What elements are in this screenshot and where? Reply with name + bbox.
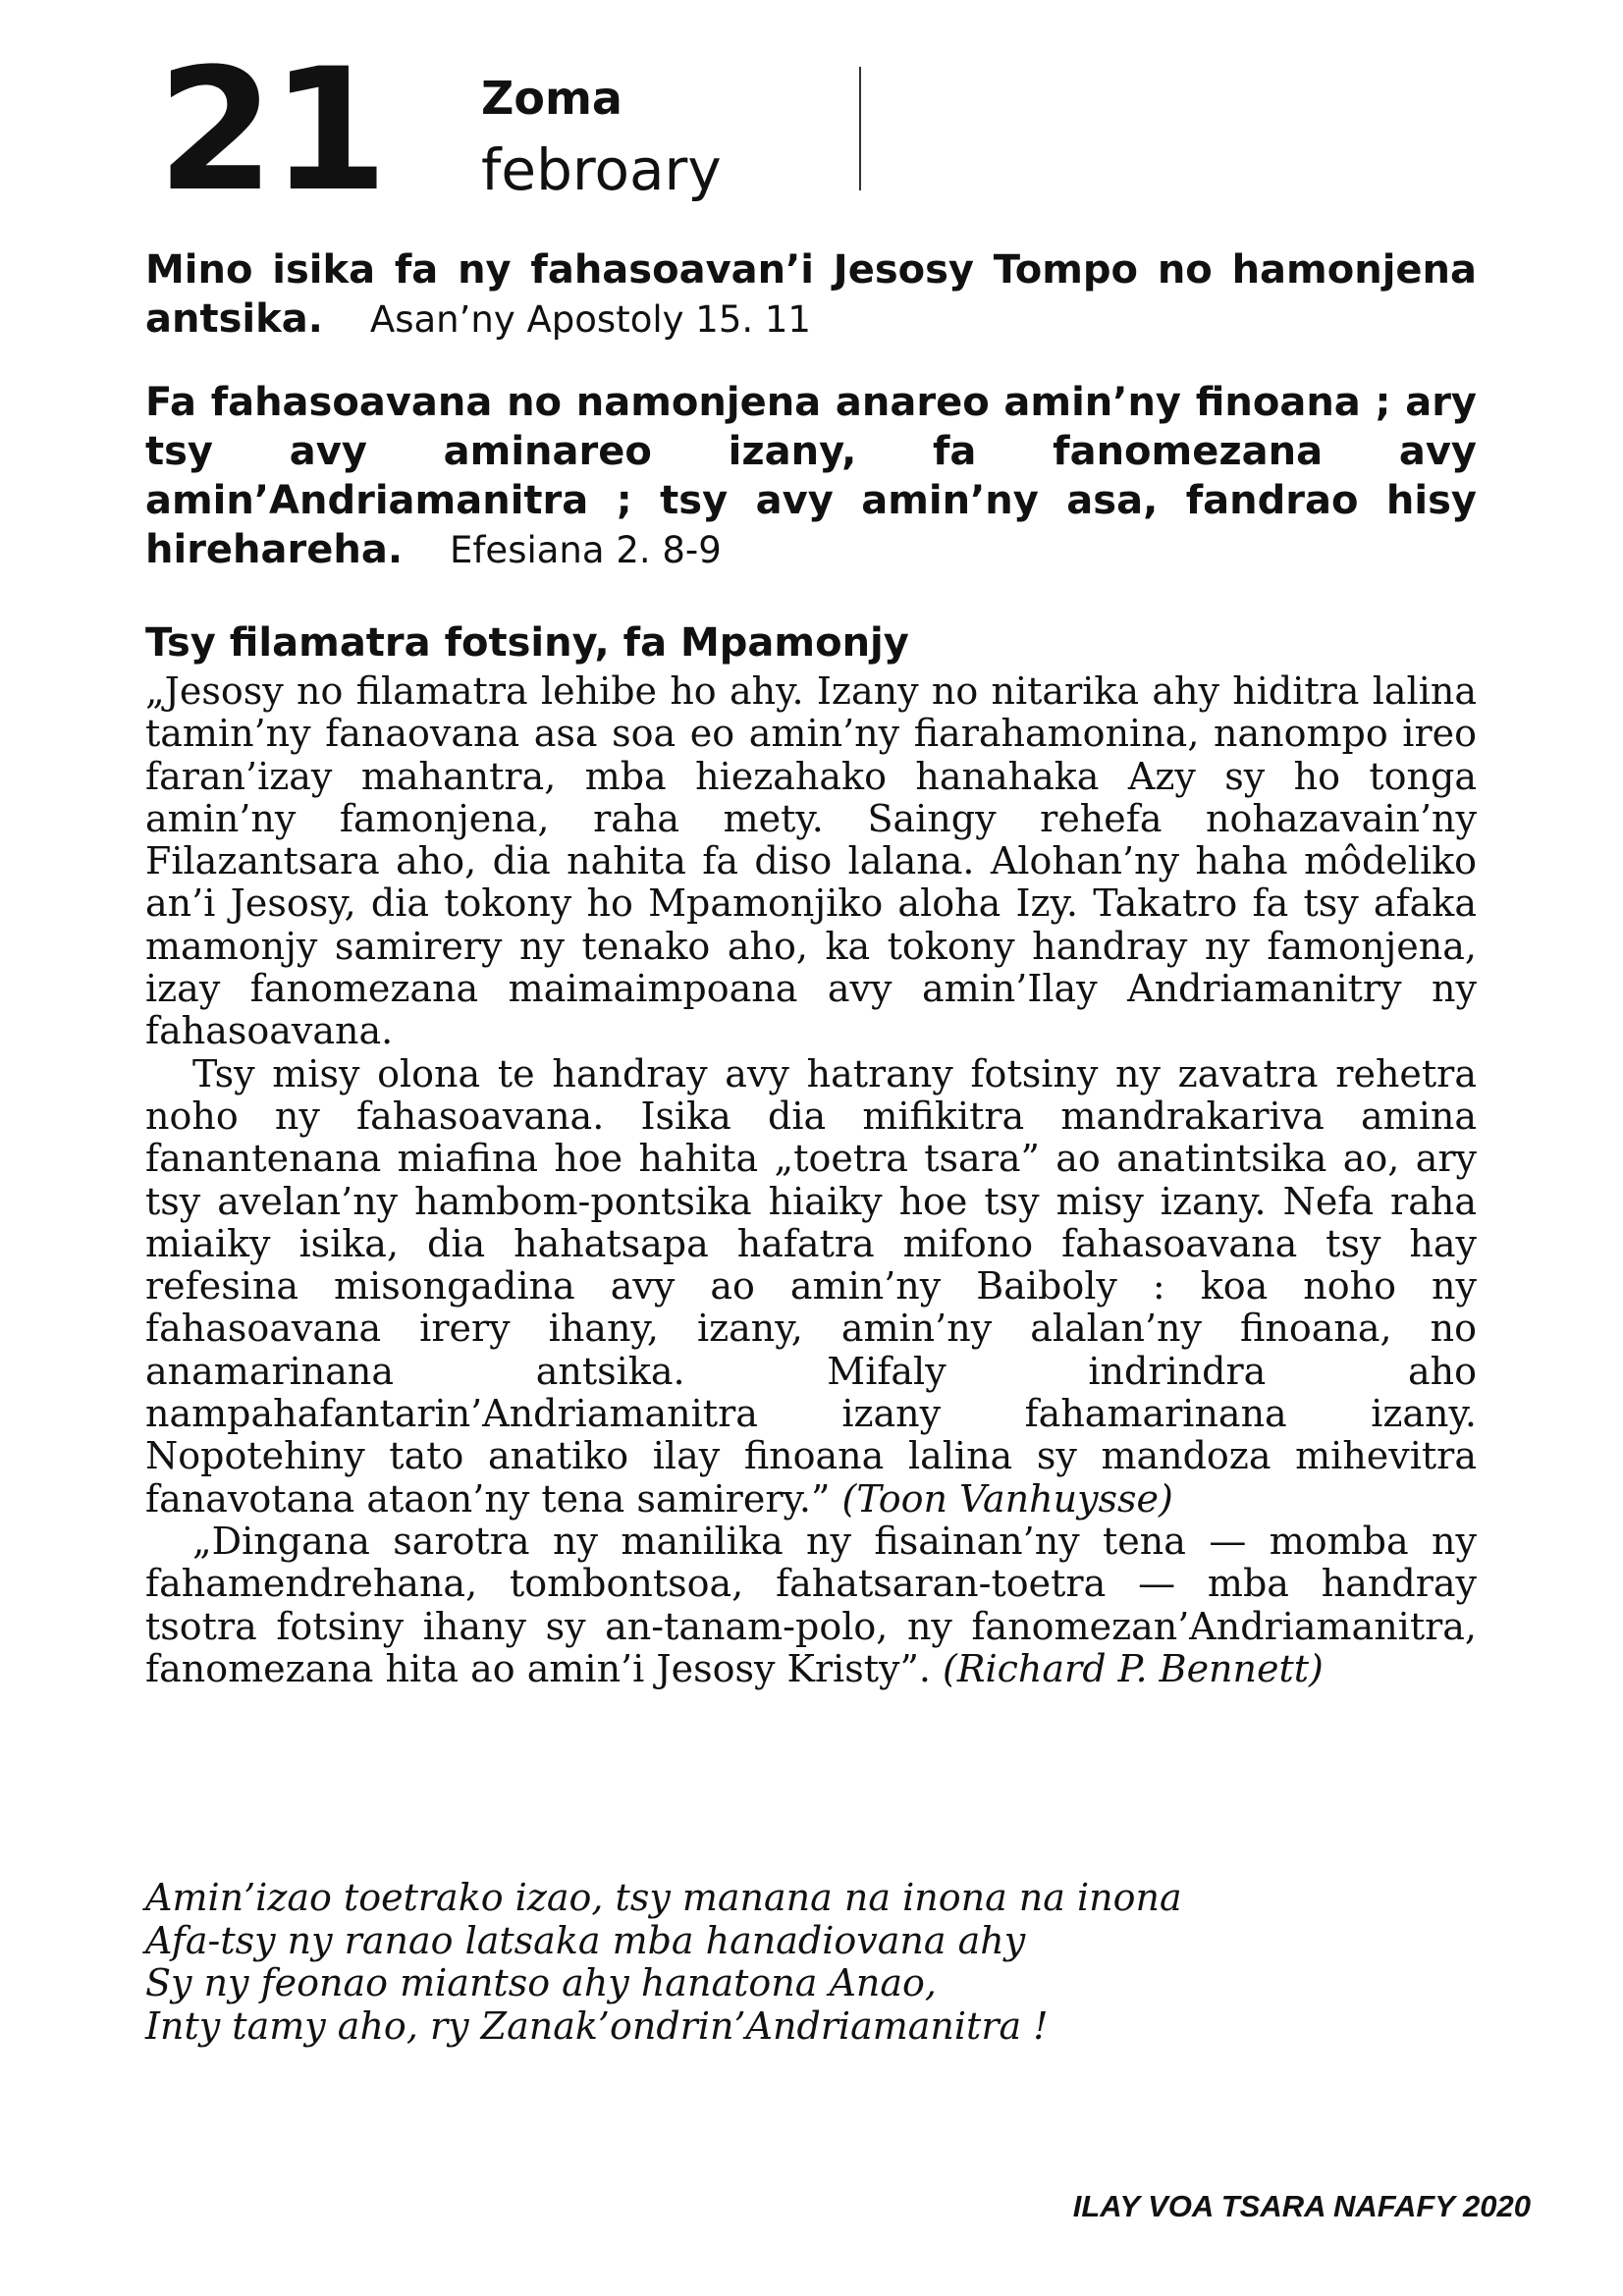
paragraph-2-text: Tsy misy olona te handray avy hatrany fotsiny ny zavatra rehetra noho ny fahasoavana. Isika dia mifikitra mandrakariva amina fanantenana miafina hoe hahita „toetra tsara” ao anatintsika ao, ary tsy avelan’ny hambom-pontsika hiaiky hoe tsy misy izany. Nefa raha miaiky isika, dia hahatsapa hafatra mifono fahasoavana tsy hay refesina misongadina avy ao amin’ny Baiboly : koa noho ny fahasoavana irery ihany, izany, amin’ny alalan’ny finoana, no anamarinana antsika. Mifaly indrindra aho nampahafantarin’Andriamanitra izany fahamarinana izany. Nopotehiny tato anatiko ilay finoana lalina sy mandoza mihevitra fanavotana ataon’ny tena samirery.” [145,1051,1477,1521]
header-divider [859,67,861,190]
paragraph-2 [145,1053,1477,1521]
paragraph-3 [145,1521,1477,1690]
devotion-body [145,670,1477,1690]
poem-line: Inty tamy aho, ry Zanak’ondrin’Andriamanitra ! [145,2003,1049,2048]
poem-line: Sy ny feonao miantso ahy hanatona Anao, [145,1961,937,2004]
paragraph-3-attribution: (Richard P. Bennett) [943,1646,1324,1690]
paragraph-1-text: „Jesosy no filamatra lehibe ho ahy. Izany no nitarika ahy hiditra lalina tamin’ny fanaovana asa soa eo amin’ny fiarahamonina, nanompo ireo faran’izay mahantra, mba hiezahako hanahaka Azy sy ho tonga amin’ny famonjena, raha mety. Saingy rehefa nohazavain’ny Filazantsara aho, dia nahita fa diso lalana. Alohan’ny haha môdeliko an’i Jesosy, dia tokony ho Mpamonjiko aloha Izy. Takatro fa tsy afaka mamonjy samirery ny tenako aho, ka tokony handray ny famonjena, izay fanomezana maimaimpoana avy amin’Ilay Andriamanitry ny fahasoavana. [145,669,1477,1053]
paragraph-3-text: „Dingana sarotra ny manilika ny fisainan’ny tena — momba ny fahamendrehana, tombontsoa, fahatsaran-toetra — mba handray tsotra fotsiny ihany sy an-tanam-polo, ny fanomezan’Andriamanitra, fanomezana hita ao amin’i Jesosy Kristy”. [145,1519,1477,1690]
poem-line: Amin’izao toetrako izao, tsy manana na inona na inona [145,1876,1182,1919]
verse-2-reference: Efesiana 2. 8-9 [450,529,722,571]
footer-publication: ILAY VOA TSARA NAFAFY 2020 [1072,2189,1531,2223]
poem [145,1877,1477,2048]
paragraph-1 [145,670,1477,1053]
verse-2-text: Fa fahasoavana no namonjena anareo amin’ny finoana ; ary tsy avy aminareo izany, fa fanomezana avy amin’Andriamanitra ; tsy avy amin’ny asa, fandrao hisy hirehareha. [145,380,1477,572]
weekday: Zoma [481,72,622,125]
verse-1-reference: Asan’ny Apostoly 15. 11 [369,298,811,341]
date-header [157,31,884,229]
paragraph-2-attribution: (Toon Vanhuysse) [841,1476,1173,1521]
verse-1 [145,245,1477,345]
devotion-title: Tsy filamatra fotsiny, fa Mpamonjy [145,620,909,666]
verse-2 [145,378,1477,575]
poem-line: Afa-tsy ny ranao latsaka mba hanadiovana ahy [145,1918,1026,1962]
month: febroary [481,136,722,203]
verse-1-text: Mino isika fa ny fahasoavan’i Jesosy Tompo no hamonjena antsika. [145,247,1477,342]
day-number: 21 [157,31,385,229]
